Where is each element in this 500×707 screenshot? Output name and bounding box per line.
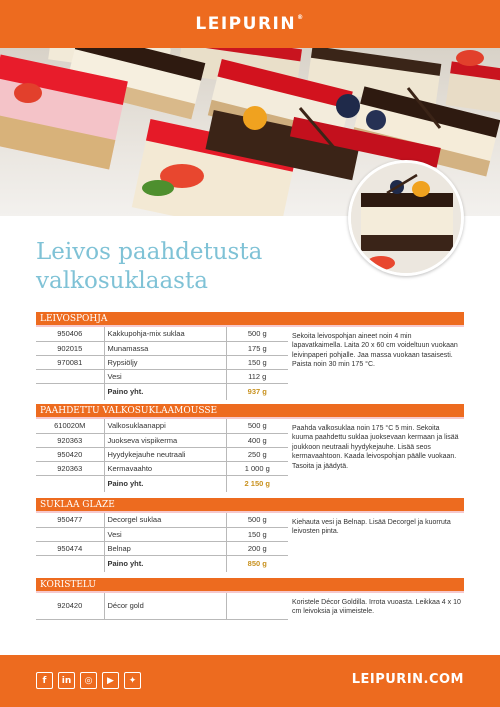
section-paahdettu-valkosuklaamousse [36,404,464,492]
table-row: 610020M Valkosuklaanappi 500 g [36,419,288,433]
website-link[interactable]: LEIPURIN.COM [351,672,464,687]
section-koristelu [36,578,464,620]
ingredient-table [36,593,288,620]
pastry-closeup-photo [348,160,464,276]
table-row: 902015 Munamassa 175 g [36,341,288,355]
footer-bar [0,655,500,707]
recipe-title: Leivos paahdetusta valkosuklaasta [36,239,263,294]
section-suklaa-glaze [36,498,464,572]
table-row: 950477 Decorgel suklaa 500 g [36,513,288,527]
twitter-icon[interactable]: ✦ [124,672,141,689]
table-row: 950420 Hyydykejauhe neutraali 250 g [36,447,288,461]
total-row: Paino yht. 2 150 g [36,475,288,492]
ingredient-table [36,327,288,400]
table-row: 920420 Décor gold [36,593,288,619]
table-row: Vesi 112 g [36,369,288,383]
section-instructions: Sekoita leivospohjan aineet noin 4 min lapavatkaimella. Laita 20 x 60 cm voideltuun vuokaan leivinpaperi pohjalle. Jaa massa vuokaan tasaisesti. Paista noin 30 min 175 °C. [292,333,458,369]
section-instructions: Koristele Décor Goldilla. Irrota vuoasta. Leikkaa 4 x 10 cm leivoksia ja viimeistele. [292,599,461,616]
total-row: Paino yht. 937 g [36,383,288,400]
section-heading: SUKLAA GLAZE [36,498,464,513]
section-heading: PAAHDETTU VALKOSUKLAAMOUSSE [36,404,464,419]
section-leivospohja [36,312,464,400]
section-heading: KORISTELU [36,578,464,593]
total-row: Paino yht. 850 g [36,555,288,572]
table-row: 920363 Juokseva vispikerma 400 g [36,433,288,447]
section-heading: LEIVOSPOHJA [36,312,464,327]
leipurin-logo[interactable]: LEIPURIN® [195,14,305,34]
section-instructions: Kiehauta vesi ja Belnap. Lisää Decorgel ja kuorruta leivosten pinta. [292,519,451,536]
table-row: 920363 Kermavaahto 1 000 g [36,461,288,475]
ingredient-table [36,513,288,572]
youtube-icon[interactable]: ▶ [102,672,119,689]
table-row: 970081 Rypsiöljy 150 g [36,355,288,369]
section-instructions: Paahda valkosuklaa noin 175 °C 5 min. Sekoita kuuma paahdettu suklaa juoksevaan kermaan ja lisää joukkoon neutraali hyydykejauhe. Lisää seos kermavaahtoon. Kaada leivospohjan päälle vuokaan. Tasoita ja jäädytä. [292,425,459,470]
table-row: Vesi 150 g [36,527,288,541]
instagram-icon[interactable]: ◎ [80,672,97,689]
social-links [36,672,141,689]
linkedin-icon[interactable]: in [58,672,75,689]
ingredient-table [36,419,288,492]
header-bar [0,0,500,48]
table-row: 950474 Belnap 200 g [36,541,288,555]
table-row: 950406 Kakkupohja-mix suklaa 500 g [36,327,288,341]
facebook-icon[interactable]: f [36,672,53,689]
